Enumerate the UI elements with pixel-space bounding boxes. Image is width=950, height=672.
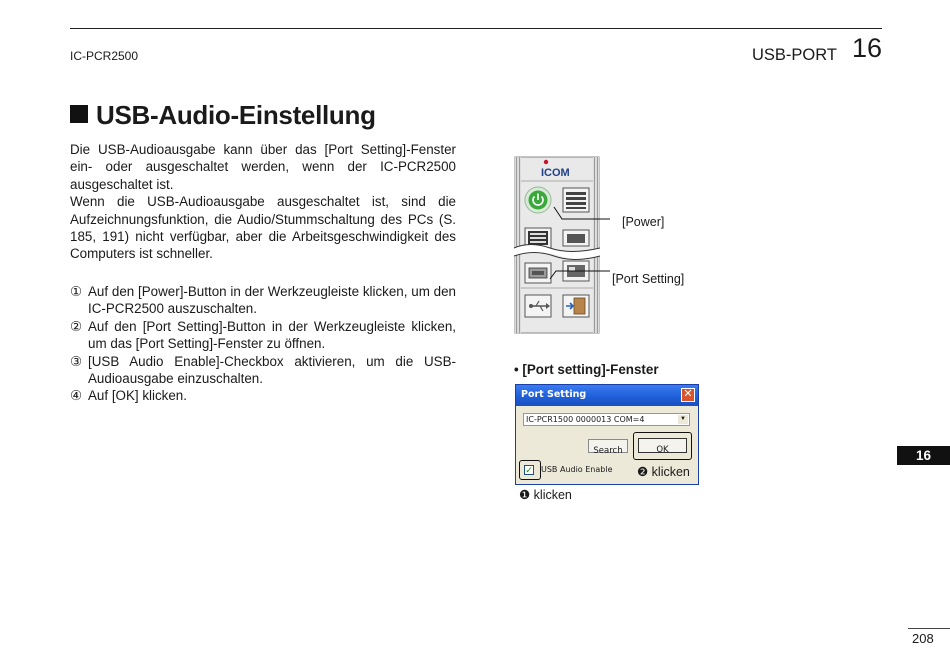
header-rule bbox=[70, 28, 882, 29]
step-text: Auf den [Port Setting]-Button in der Werkzeugleiste klicken, um das [Port Setting]-Fenster zu öffnen. bbox=[88, 318, 456, 352]
model-name: IC-PCR2500 bbox=[70, 49, 139, 63]
step-list bbox=[70, 283, 456, 405]
step-text: Auf [OK] klicken. bbox=[88, 388, 187, 404]
port-select[interactable] bbox=[523, 413, 690, 426]
dialog-title: Port Setting bbox=[521, 389, 587, 400]
callout-port-setting: [Port Setting] bbox=[612, 272, 685, 286]
square-bullet-icon bbox=[70, 105, 88, 123]
usb-icon[interactable] bbox=[525, 295, 551, 317]
ok-button[interactable]: OK bbox=[638, 438, 687, 453]
dialog-title-bar bbox=[516, 385, 698, 406]
callout-power: [Power] bbox=[622, 215, 665, 229]
exit-icon[interactable] bbox=[563, 295, 589, 317]
usb-audio-enable-checkbox[interactable]: ✓ bbox=[525, 465, 533, 475]
footer-rule bbox=[908, 628, 950, 629]
chevron-down-icon[interactable]: ▼ bbox=[678, 415, 688, 424]
page-number: 208 bbox=[912, 631, 934, 646]
step-item bbox=[70, 353, 456, 388]
page-title bbox=[70, 100, 376, 131]
intro-paragraph: Wenn die USB-Audioausgabe ausgeschaltet ist, sind die Aufzeichnungsfunktion, die Audio/Stummschaltung des PCs (S. 185, 191) nicht verfügbar, aber die Arbeitsgeschwindigkeit des Computers ist schneller. bbox=[70, 194, 456, 262]
keypad-icon[interactable] bbox=[563, 230, 589, 246]
step-text: [USB Audio Enable]-Checkbox aktivieren, um die USB-Audioausgabe einzuschalten. bbox=[88, 353, 456, 387]
list-icon[interactable] bbox=[563, 188, 589, 212]
chapter-tab: 16 bbox=[897, 446, 950, 465]
step-marker: ③ bbox=[70, 353, 83, 369]
figure-caption: • [Port setting]-Fenster bbox=[514, 362, 659, 377]
close-button[interactable]: ✕ bbox=[681, 388, 695, 402]
callout-checkbox-click: ❶ klicken bbox=[519, 488, 572, 502]
callout-ok-click: ❷ klicken bbox=[637, 465, 690, 479]
intro-text bbox=[70, 141, 456, 263]
usb-audio-enable-label: USB Audio Enable bbox=[541, 465, 613, 474]
step-text: Auf den [Power]-Button in der Werkzeugleiste klicken, um den IC-PCR2500 auszuschalten. bbox=[88, 284, 456, 317]
step-item bbox=[70, 283, 456, 318]
step-item bbox=[70, 387, 456, 404]
chapter-number: 16 bbox=[852, 33, 883, 63]
search-button[interactable]: Search bbox=[588, 439, 628, 453]
step-marker: ① bbox=[70, 284, 83, 299]
toolbar-figure bbox=[510, 155, 610, 335]
intro-paragraph: Die USB-Audioausgabe kann über das [Port Setting]-Fenster ein- oder ausgeschaltet werden, wenn der IC-PCR2500 ausgeschaltet ist. bbox=[70, 142, 456, 192]
step-marker: ② bbox=[70, 318, 83, 334]
step-item bbox=[70, 318, 456, 353]
section-label: USB-PORT bbox=[752, 46, 837, 64]
page-title-text: USB-Audio-Einstellung bbox=[96, 100, 376, 130]
step-marker: ④ bbox=[70, 388, 83, 404]
port-select-value: IC-PCR1500 0000013 COM=4 bbox=[526, 415, 645, 424]
power-button[interactable] bbox=[525, 187, 551, 213]
svg-text:ICOM: ICOM bbox=[541, 167, 570, 179]
port-setting-button[interactable] bbox=[525, 263, 551, 283]
